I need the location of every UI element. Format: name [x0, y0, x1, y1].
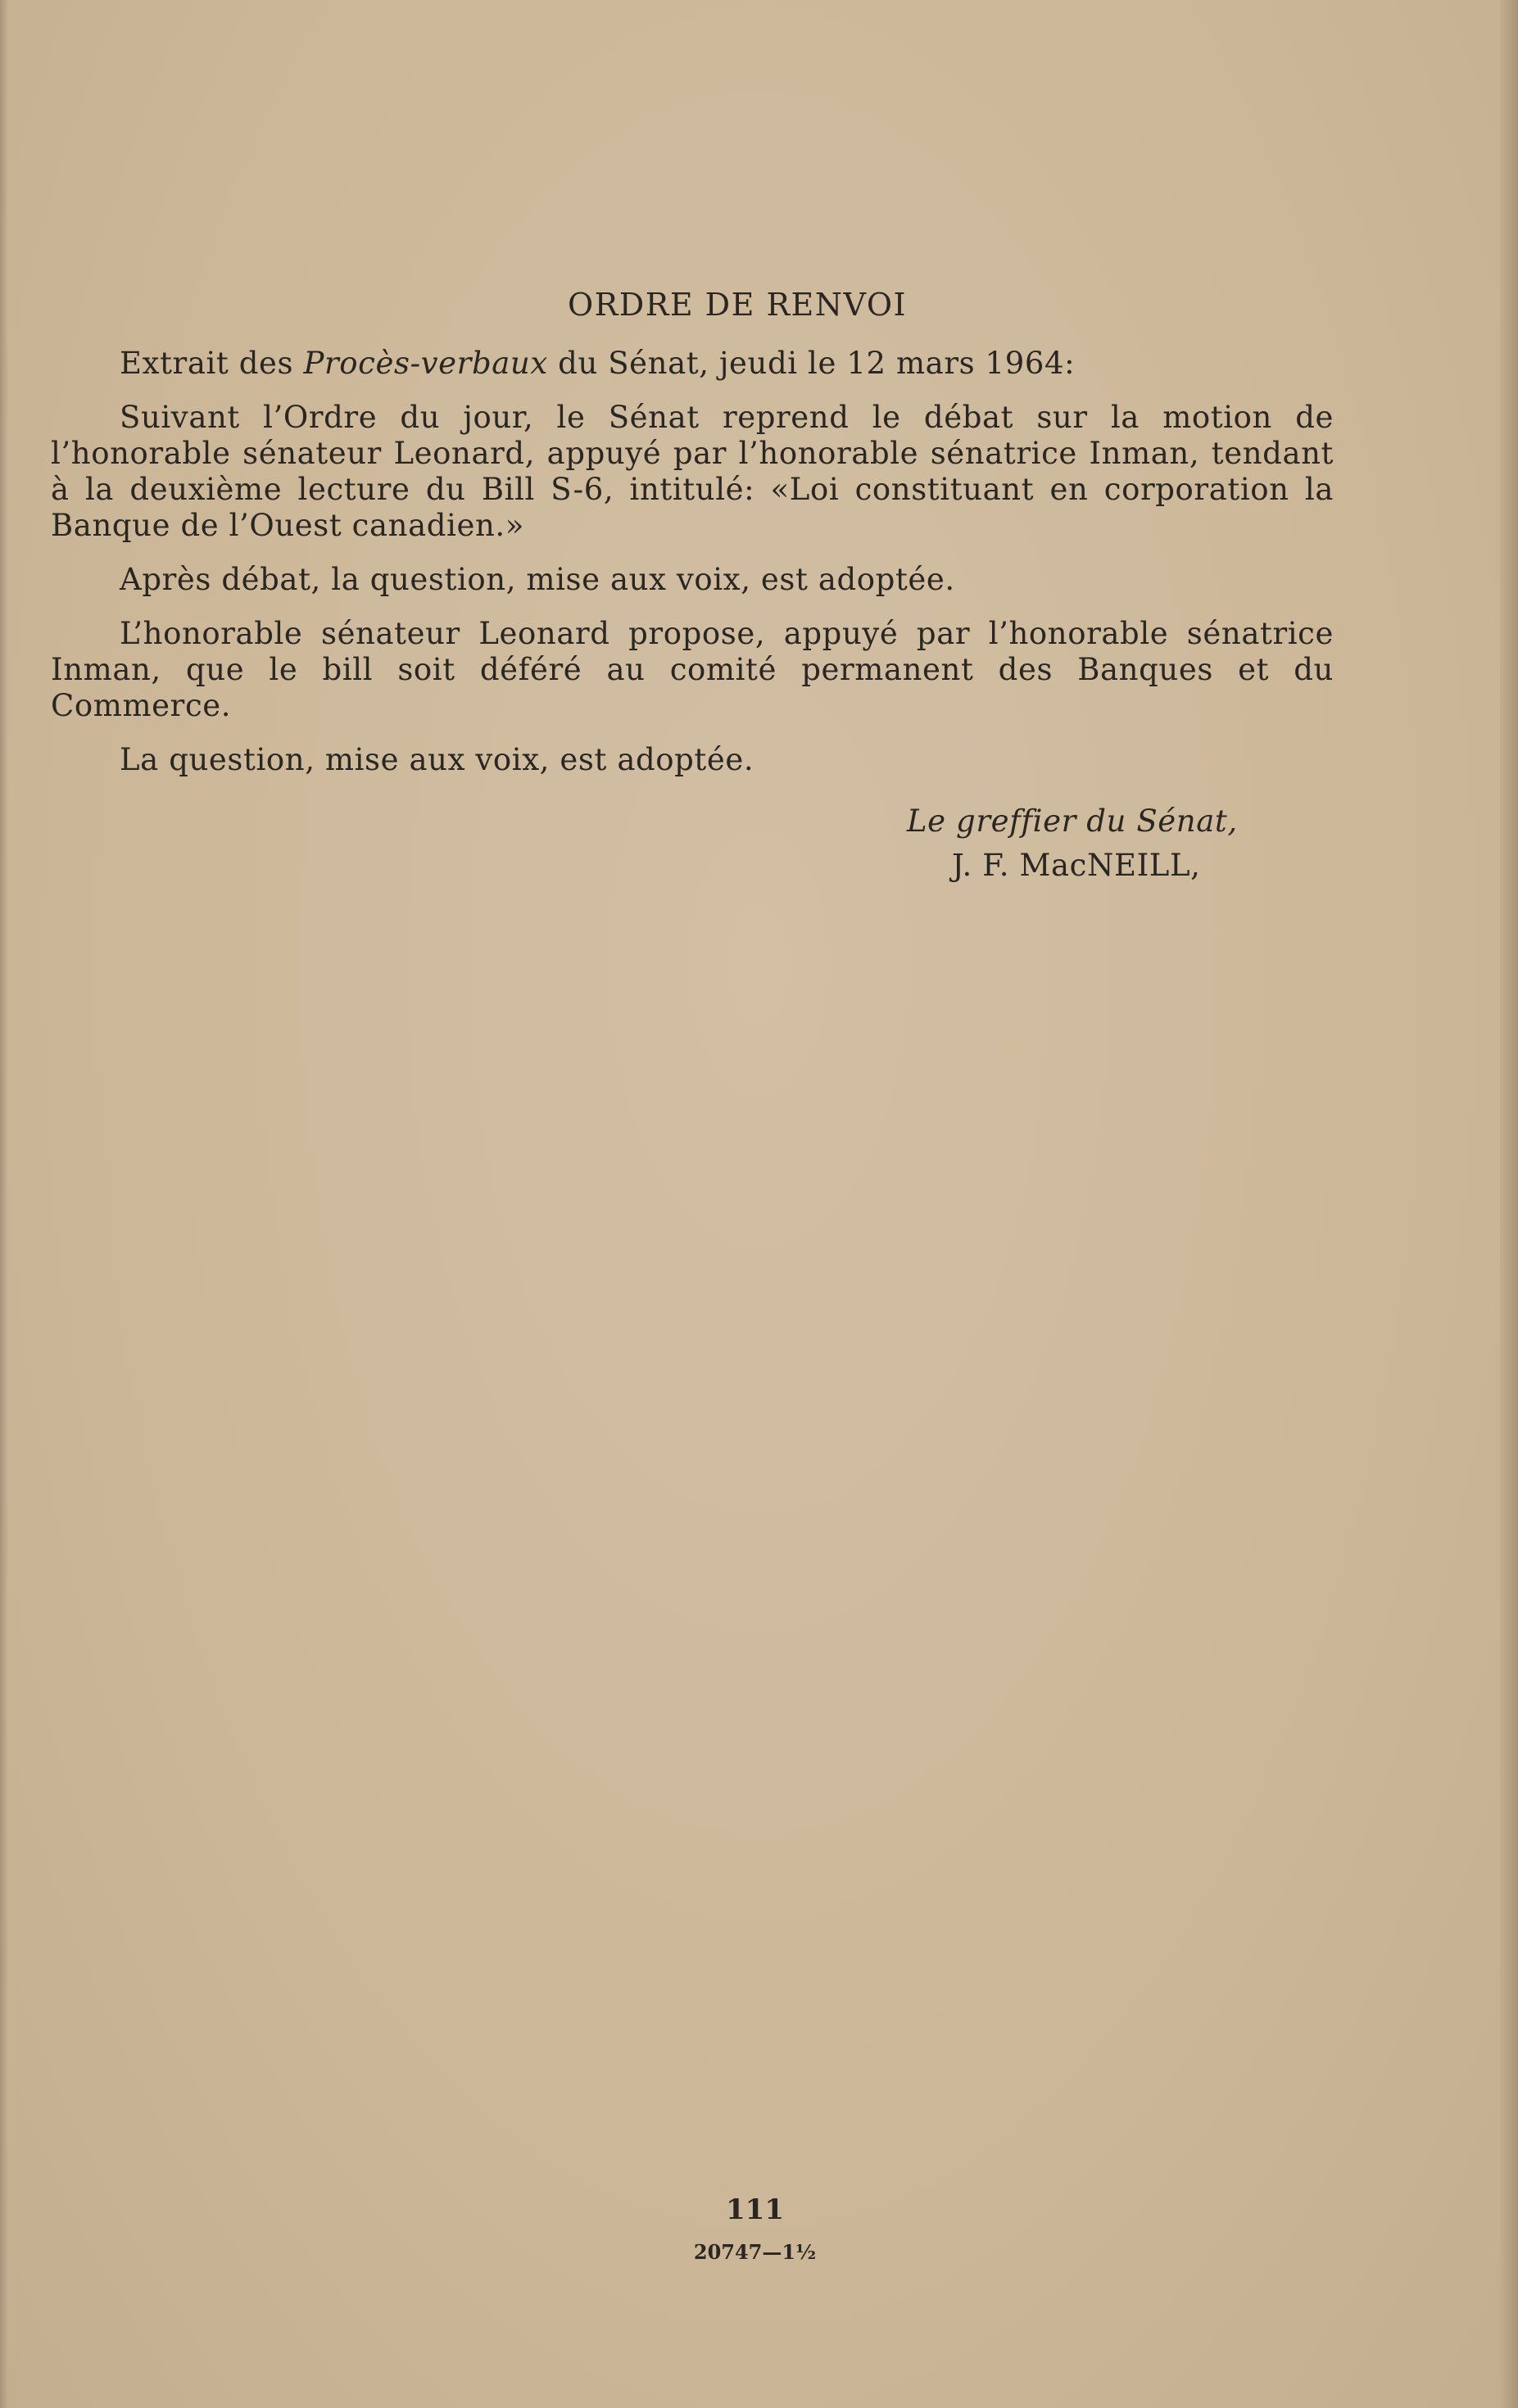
signature-block	[51, 799, 1334, 888]
paragraph-adopted-1: Après débat, la question, mise aux voix, est adoptée.	[120, 562, 955, 597]
extract-line	[51, 346, 1334, 382]
page-number-text: 111	[726, 2193, 784, 2226]
paragraph-referral: L’honorable sénateur Leonard propose, appuyé par l’honorable sénatrice Inman, que le bill soit déféré au comité permanent des Banques et du Commerce.	[51, 616, 1334, 723]
extract-prefix: Extrait des	[120, 346, 304, 381]
print-code-text: 20747—1½	[693, 2240, 817, 2264]
extract-italic-title: Procès-verbaux	[303, 346, 548, 381]
page-number	[0, 2193, 1518, 2226]
paragraph-adopted-2: La question, mise aux voix, est adoptée.	[120, 742, 754, 777]
extract-suffix: du Sénat, jeudi le 12 mars 1964:	[547, 346, 1076, 381]
paragraph-motion: Suivant l’Ordre du jour, le Sénat reprend le débat sur la motion de l’honorable sénateur Leonard, appuyé par l’honorable sénatrice Inman, tendant à la deuxième lecture du Bill S-6, intitulé: «Loi constituant en corporation la Banque de l’Ouest canadien.»	[51, 400, 1334, 543]
page-right-edge-shadow	[1500, 0, 1518, 2408]
document-body	[51, 287, 1334, 888]
document-heading: ORDRE DE RENVOI	[568, 287, 907, 323]
signature-title: Le greffier du Sénat,	[907, 803, 1238, 839]
print-code	[0, 2240, 1518, 2264]
signature-name: J. F. MacNEILL,	[952, 848, 1201, 883]
page-left-edge-shadow	[0, 0, 8, 2408]
